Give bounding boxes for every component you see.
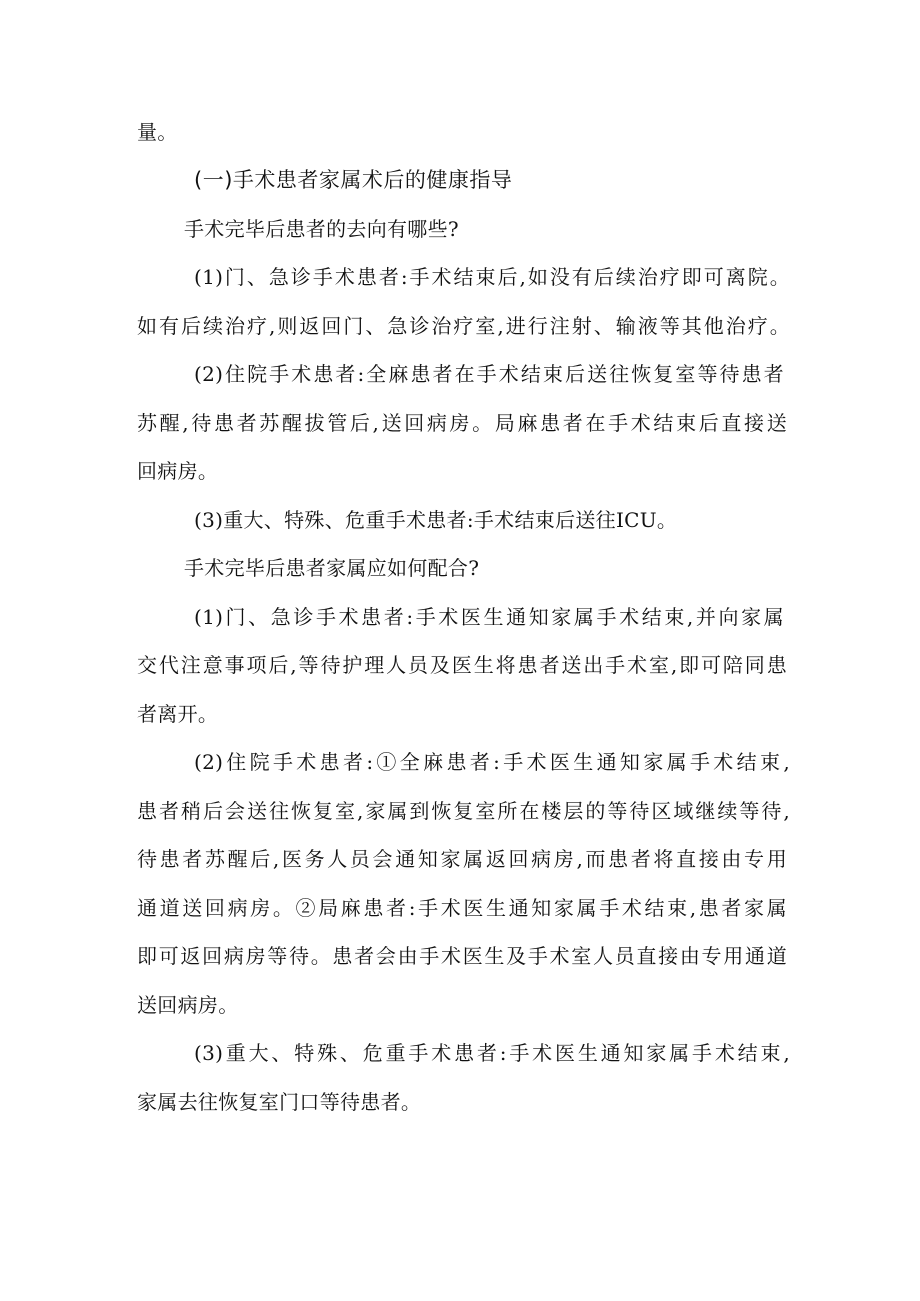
text-line: (1)门、急诊手术患者:手术结束后,如没有后续治疗即可离院。: [194, 265, 790, 289]
text-line: 送回病房。: [137, 993, 239, 1017]
text-line: 量。: [137, 120, 178, 144]
text-line: 即可返回病房等待。患者会由手术医生及手术室人员直接由专用通道: [137, 944, 787, 968]
text-line: 患者稍后会送往恢复室,家属到恢复室所在楼层的等待区域继续等待,: [137, 799, 790, 823]
text-line: (3)重大、特殊、危重手术患者:手术医生通知家属手术结束,: [194, 1041, 790, 1065]
text-line: 者离开。: [137, 702, 219, 726]
text-line: 通道送回病房。②局麻患者:手术医生通知家属手术结束,患者家属: [137, 896, 787, 920]
text-line: (3)重大、特殊、危重手术患者:手术结束后送往ICU。: [194, 508, 678, 532]
text-line: 待患者苏醒后,医务人员会通知家属返回病房,而患者将直接由专用: [137, 847, 787, 871]
text-line: 交代注意事项后,等待护理人员及医生将患者送出手术室,即可陪同患: [137, 653, 787, 677]
text-line: 苏醒,待患者苏醒拔管后,送回病房。局麻患者在手术结束后直接送: [137, 411, 787, 435]
text-line: (1)门、急诊手术患者:手术医生通知家属手术结束,并向家属: [194, 605, 784, 629]
section-heading: (一)手术患者家属术后的健康指导: [194, 168, 513, 192]
text-line: (2)住院手术患者:全麻患者在手术结束后送往恢复室等待患者: [194, 362, 784, 386]
question-heading: 手术完毕后患者家属应如何配合?: [184, 556, 480, 580]
text-line: 如有后续治疗,则返回门、急诊治疗室,进行注射、输液等其他治疗。: [137, 314, 790, 338]
text-line: 家属去往恢复室门口等待患者。: [137, 1090, 422, 1114]
question-heading: 手术完毕后患者的去向有哪些?: [184, 217, 459, 241]
text-line: (2)住院手术患者:①全麻患者:手术医生通知家属手术结束,: [194, 750, 790, 774]
text-line: 回病房。: [137, 459, 219, 483]
